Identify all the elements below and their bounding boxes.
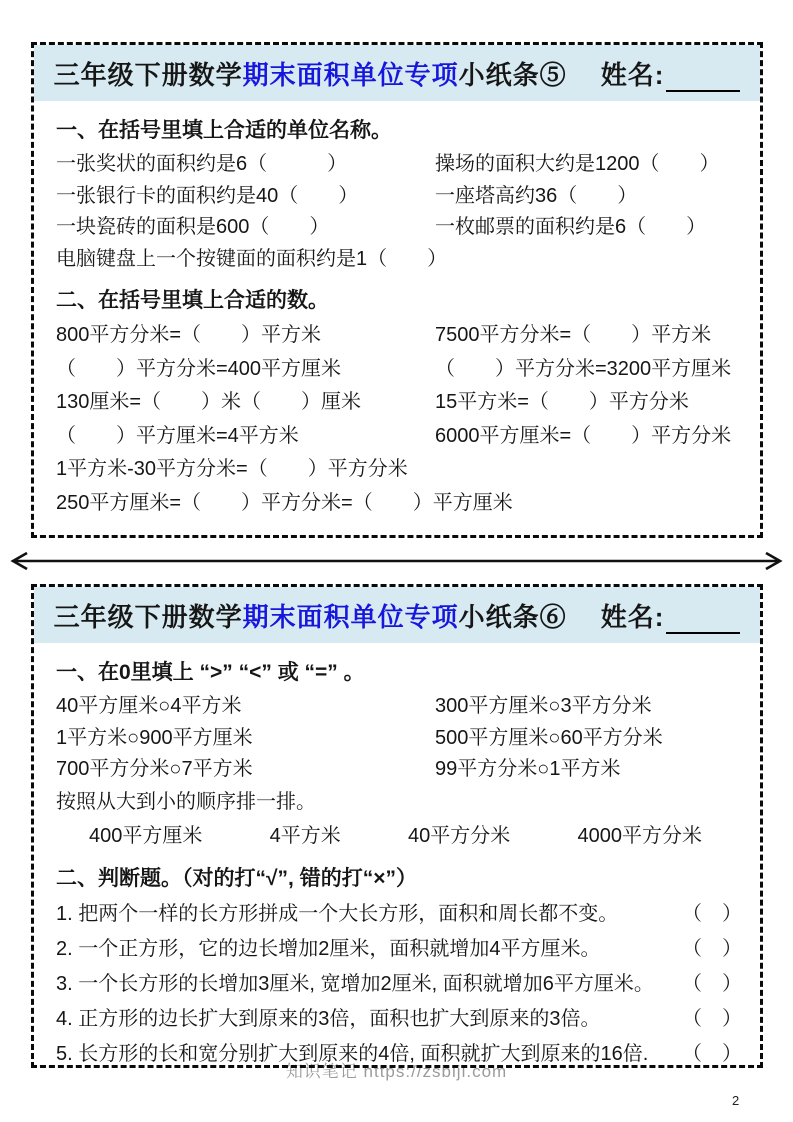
compare-row <box>56 754 742 786</box>
slip5-section2-heading: 二、在括号里填上合适的数。 <box>56 289 329 312</box>
page-number: 2 <box>732 1093 740 1108</box>
fill-unit-item: 一座塔高约36（ ） <box>435 184 638 207</box>
fill-number-row <box>56 487 742 521</box>
worksheet-slip-6 <box>31 584 763 1068</box>
fill-number-item: 250平方厘米=（ ）平方分米=（ ）平方厘米 <box>56 491 513 514</box>
slip5-name-blank-line <box>666 66 740 92</box>
answer-brackets: （ ） <box>682 972 742 995</box>
compare-item: 1平方米○900平方厘米 <box>56 726 253 749</box>
judge-row <box>56 967 742 1002</box>
slip6-name-blank-line <box>666 608 740 634</box>
slip6-title-bar <box>34 587 760 643</box>
order-item: 4000平方分米 <box>577 824 702 847</box>
fill-unit-item: 一枚邮票的面积约是6（ ） <box>435 216 707 238</box>
slip5-title-highlight: 期末面积单位专项 <box>242 60 459 90</box>
fill-number-item: （ ）平方分米=3200平方厘米 <box>435 357 732 380</box>
slip5-content <box>34 101 760 520</box>
fill-number-item: 15平方米=（ ）平方分米 <box>435 391 689 413</box>
fill-number-row <box>56 386 742 420</box>
slip6-section1-heading: 一、在0里填上 “>” “<” 或 “=” 。 <box>56 661 365 684</box>
fill-unit-item: 一块瓷砖的面积是600（ ） <box>56 216 330 238</box>
fill-number-item: 1平方米-30平方分米=（ ）平方分米 <box>56 458 408 480</box>
fill-unit-item: 一张奖状的面积约是6（ ） <box>56 153 348 175</box>
compare-item: 99平方分米○1平方米 <box>435 758 621 780</box>
fill-number-row <box>56 319 742 353</box>
fill-number-item: （ ）平方厘米=4平方米 <box>56 424 299 447</box>
slip5-title-suffix: 小纸条⑤ <box>458 60 567 90</box>
compare-item: 40平方厘米○4平方米 <box>56 695 242 717</box>
slip6-name-label: 姓名: <box>600 602 665 632</box>
order-item: 4平方米 <box>269 824 341 847</box>
fill-number-item: 7500平方分米=（ ）平方米 <box>435 324 712 346</box>
fill-unit-row <box>56 181 742 213</box>
slip5-title-bar <box>34 45 760 101</box>
judge-question: 5. 长方形的长和宽分别扩大到原来的4倍, 面积就扩大到原来的16倍. <box>56 1042 649 1065</box>
fill-unit-row <box>56 244 742 276</box>
compare-row <box>56 723 742 755</box>
answer-brackets: （ ） <box>682 902 742 925</box>
slip6-section2-heading: 二、判断题。（对的打“√”, 错的打“×”） <box>56 866 417 890</box>
slip6-title-highlight: 期末面积单位专项 <box>242 602 459 632</box>
compare-item: 300平方厘米○3平方分米 <box>435 695 652 717</box>
cut-line-arrow <box>0 548 793 574</box>
fill-number-row <box>56 353 742 387</box>
order-item: 40平方分米 <box>408 824 511 847</box>
answer-brackets: （ ） <box>682 1007 742 1030</box>
fill-unit-item: 电脑键盘上一个按键面的面积约是1（ ） <box>56 247 448 270</box>
judge-row <box>56 897 742 932</box>
fill-number-item: 130厘米=（ ）米（ ）厘米 <box>56 391 362 413</box>
slip6-content <box>34 643 760 1072</box>
judge-row <box>56 932 742 967</box>
answer-brackets: （ ） <box>682 937 742 960</box>
fill-unit-row <box>56 212 742 244</box>
fill-number-item: 6000平方厘米=（ ）平方分米 <box>435 424 732 447</box>
compare-row <box>56 691 742 723</box>
fill-unit-row <box>56 149 742 181</box>
judge-row <box>56 1037 742 1072</box>
judge-question: 1. 把两个一样的长方形拼成一个大长方形，面积和周长都不变。 <box>56 902 619 925</box>
judge-row <box>56 1002 742 1037</box>
slip5-title-prefix: 三年级下册数学 <box>53 60 243 90</box>
fill-number-item: 800平方分米=（ ）平方米 <box>56 324 322 346</box>
compare-item: 500平方厘米○60平方分米 <box>435 726 663 749</box>
fill-number-item: （ ）平方分米=400平方厘米 <box>56 357 342 380</box>
order-items-row <box>56 819 742 853</box>
slip6-title-prefix: 三年级下册数学 <box>53 602 243 632</box>
compare-item: 700平方分米○7平方米 <box>56 758 253 780</box>
worksheet-slip-5 <box>31 42 763 538</box>
slip5-section1-heading: 一、在括号里填上合适的单位名称。 <box>56 119 392 142</box>
fill-unit-item: 一张银行卡的面积约是40（ ） <box>56 184 359 207</box>
fill-number-row <box>56 420 742 454</box>
slip5-name-label: 姓名: <box>600 60 665 90</box>
fill-unit-item: 操场的面积大约是1200（ ） <box>435 153 720 175</box>
judge-question: 4. 正方形的边长扩大到原来的3倍，面积也扩大到原来的3倍。 <box>56 1007 601 1030</box>
watermark: 知识笔记 https://zsbiji.com <box>285 1062 508 1081</box>
slip6-title-suffix: 小纸条⑥ <box>458 602 567 632</box>
slip5-section2 <box>56 284 742 520</box>
fill-number-row <box>56 453 742 487</box>
order-prompt: 按照从大到小的顺序排一排。 <box>56 790 316 813</box>
order-item: 400平方厘米 <box>89 824 203 847</box>
judge-question: 3. 一个长方形的长增加3厘米, 宽增加2厘米, 面积就增加6平方厘米。 <box>56 972 654 995</box>
judge-question: 2. 一个正方形，它的边长增加2厘米，面积就增加4平方厘米。 <box>56 937 601 960</box>
answer-brackets: （ ） <box>682 1042 742 1065</box>
